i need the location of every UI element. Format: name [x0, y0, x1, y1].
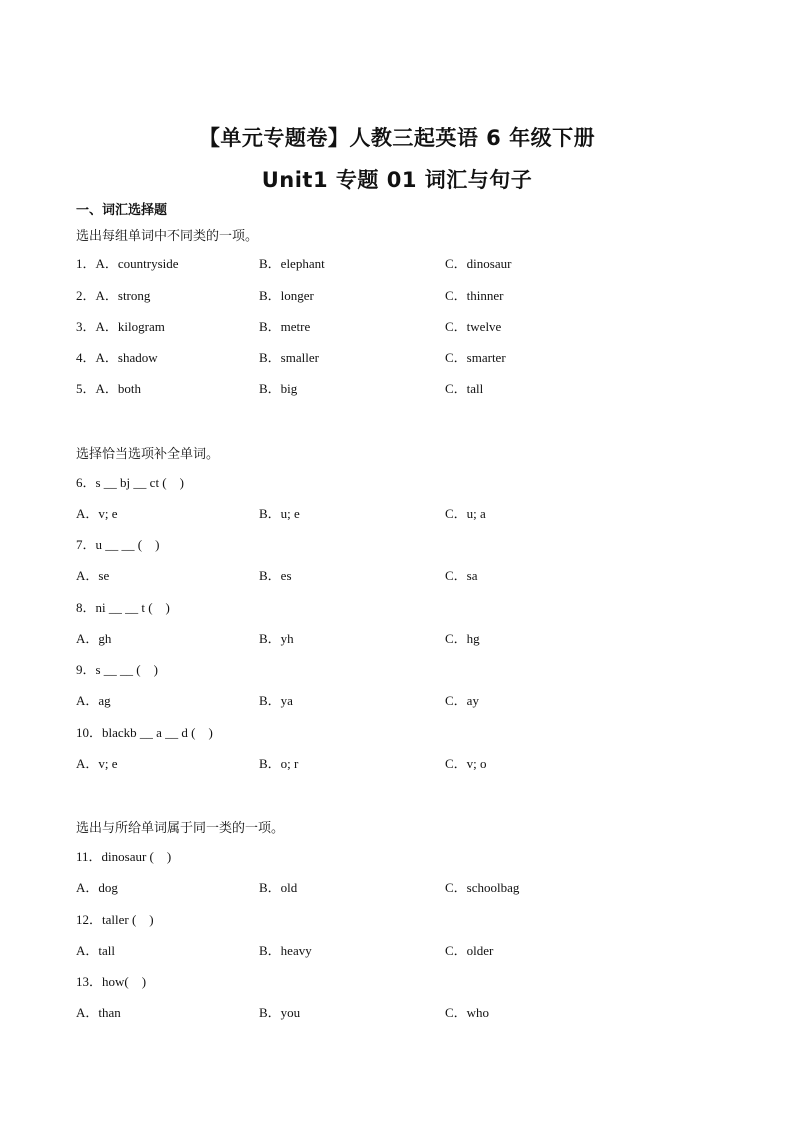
option-a: 5．A．both	[76, 381, 142, 396]
option-c: C．dinosaur	[445, 256, 512, 271]
option-b: B．o; r	[259, 756, 299, 771]
option-b: B．heavy	[259, 943, 312, 958]
options-row	[76, 754, 756, 774]
question-row-1	[76, 254, 756, 274]
section3-instruction: 选出与所给单词属于同一类的一项。	[76, 821, 285, 836]
question-row-2	[76, 286, 756, 306]
option-b: B．ya	[259, 693, 293, 708]
options-row	[76, 1003, 756, 1023]
options-row	[76, 878, 756, 898]
question-stem	[76, 723, 756, 743]
option-a: A．tall	[76, 943, 115, 958]
section2-instruction: 选择恰当选项补全单词。	[76, 447, 220, 462]
option-b: B．es	[259, 568, 292, 583]
question-stem	[76, 660, 756, 680]
option-c: C．ay	[445, 693, 479, 708]
option-b: B．old	[259, 880, 298, 895]
option-a: 4．A．shadow	[76, 350, 158, 365]
option-c: C．schoolbag	[445, 880, 520, 895]
question-row-5	[76, 379, 756, 399]
option-b: B．metre	[259, 319, 311, 334]
question-text: 6．s __ bj __ ct ( )	[76, 475, 184, 490]
option-c: C．hg	[445, 631, 480, 646]
option-a: 3．A．kilogram	[76, 319, 165, 334]
options-row	[76, 504, 756, 524]
question-text: 8．ni __ __ t ( )	[76, 600, 170, 615]
question-stem	[76, 847, 756, 867]
question-text: 11．dinosaur ( )	[76, 849, 172, 864]
option-a: A．v; e	[76, 506, 118, 521]
option-c: C．v; o	[445, 756, 487, 771]
question-stem	[76, 535, 756, 555]
options-row	[76, 941, 756, 961]
option-c: C．twelve	[445, 319, 502, 334]
options-row	[76, 566, 756, 586]
option-c: C．smarter	[445, 350, 506, 365]
option-a: A．than	[76, 1005, 121, 1020]
page-title: 【单元专题卷】人教三起英语 6 年级下册	[198, 126, 596, 150]
option-b: B．yh	[259, 631, 294, 646]
section1-instruction: 选出每组单词中不同类的一项。	[76, 229, 259, 244]
option-a: 2．A．strong	[76, 288, 151, 303]
question-text: 10．blackb __ a __ d ( )	[76, 725, 213, 740]
option-b: B．u; e	[259, 506, 300, 521]
option-b: B．longer	[259, 288, 314, 303]
options-row	[76, 629, 756, 649]
option-b: B．smaller	[259, 350, 319, 365]
question-text: 7．u __ __ ( )	[76, 537, 160, 552]
option-c: C．who	[445, 1005, 490, 1020]
option-b: B．you	[259, 1005, 301, 1020]
question-stem	[76, 910, 756, 930]
option-c: C．older	[445, 943, 494, 958]
question-row-3	[76, 317, 756, 337]
option-b: B．big	[259, 381, 298, 396]
option-a: A．gh	[76, 631, 112, 646]
page-subtitle: Unit1 专题 01 词汇与句子	[261, 168, 533, 192]
question-text: 13．how( )	[76, 974, 147, 989]
question-text: 9．s __ __ ( )	[76, 662, 158, 677]
option-c: C．thinner	[445, 288, 504, 303]
option-c: C．tall	[445, 381, 484, 396]
option-a: A．v; e	[76, 756, 118, 771]
question-row-4	[76, 348, 756, 368]
option-c: C．sa	[445, 568, 478, 583]
option-a: A．ag	[76, 693, 111, 708]
question-text: 12．taller ( )	[76, 912, 154, 927]
question-stem	[76, 598, 756, 618]
option-a: A．dog	[76, 880, 118, 895]
question-stem	[76, 972, 756, 992]
option-b: B．elephant	[259, 256, 325, 271]
option-c: C．u; a	[445, 506, 486, 521]
section-heading: 一、词汇选择题	[76, 203, 168, 218]
option-a: 1．A．countryside	[76, 256, 179, 271]
option-a: A．se	[76, 568, 110, 583]
options-row	[76, 691, 756, 711]
question-stem	[76, 473, 756, 493]
